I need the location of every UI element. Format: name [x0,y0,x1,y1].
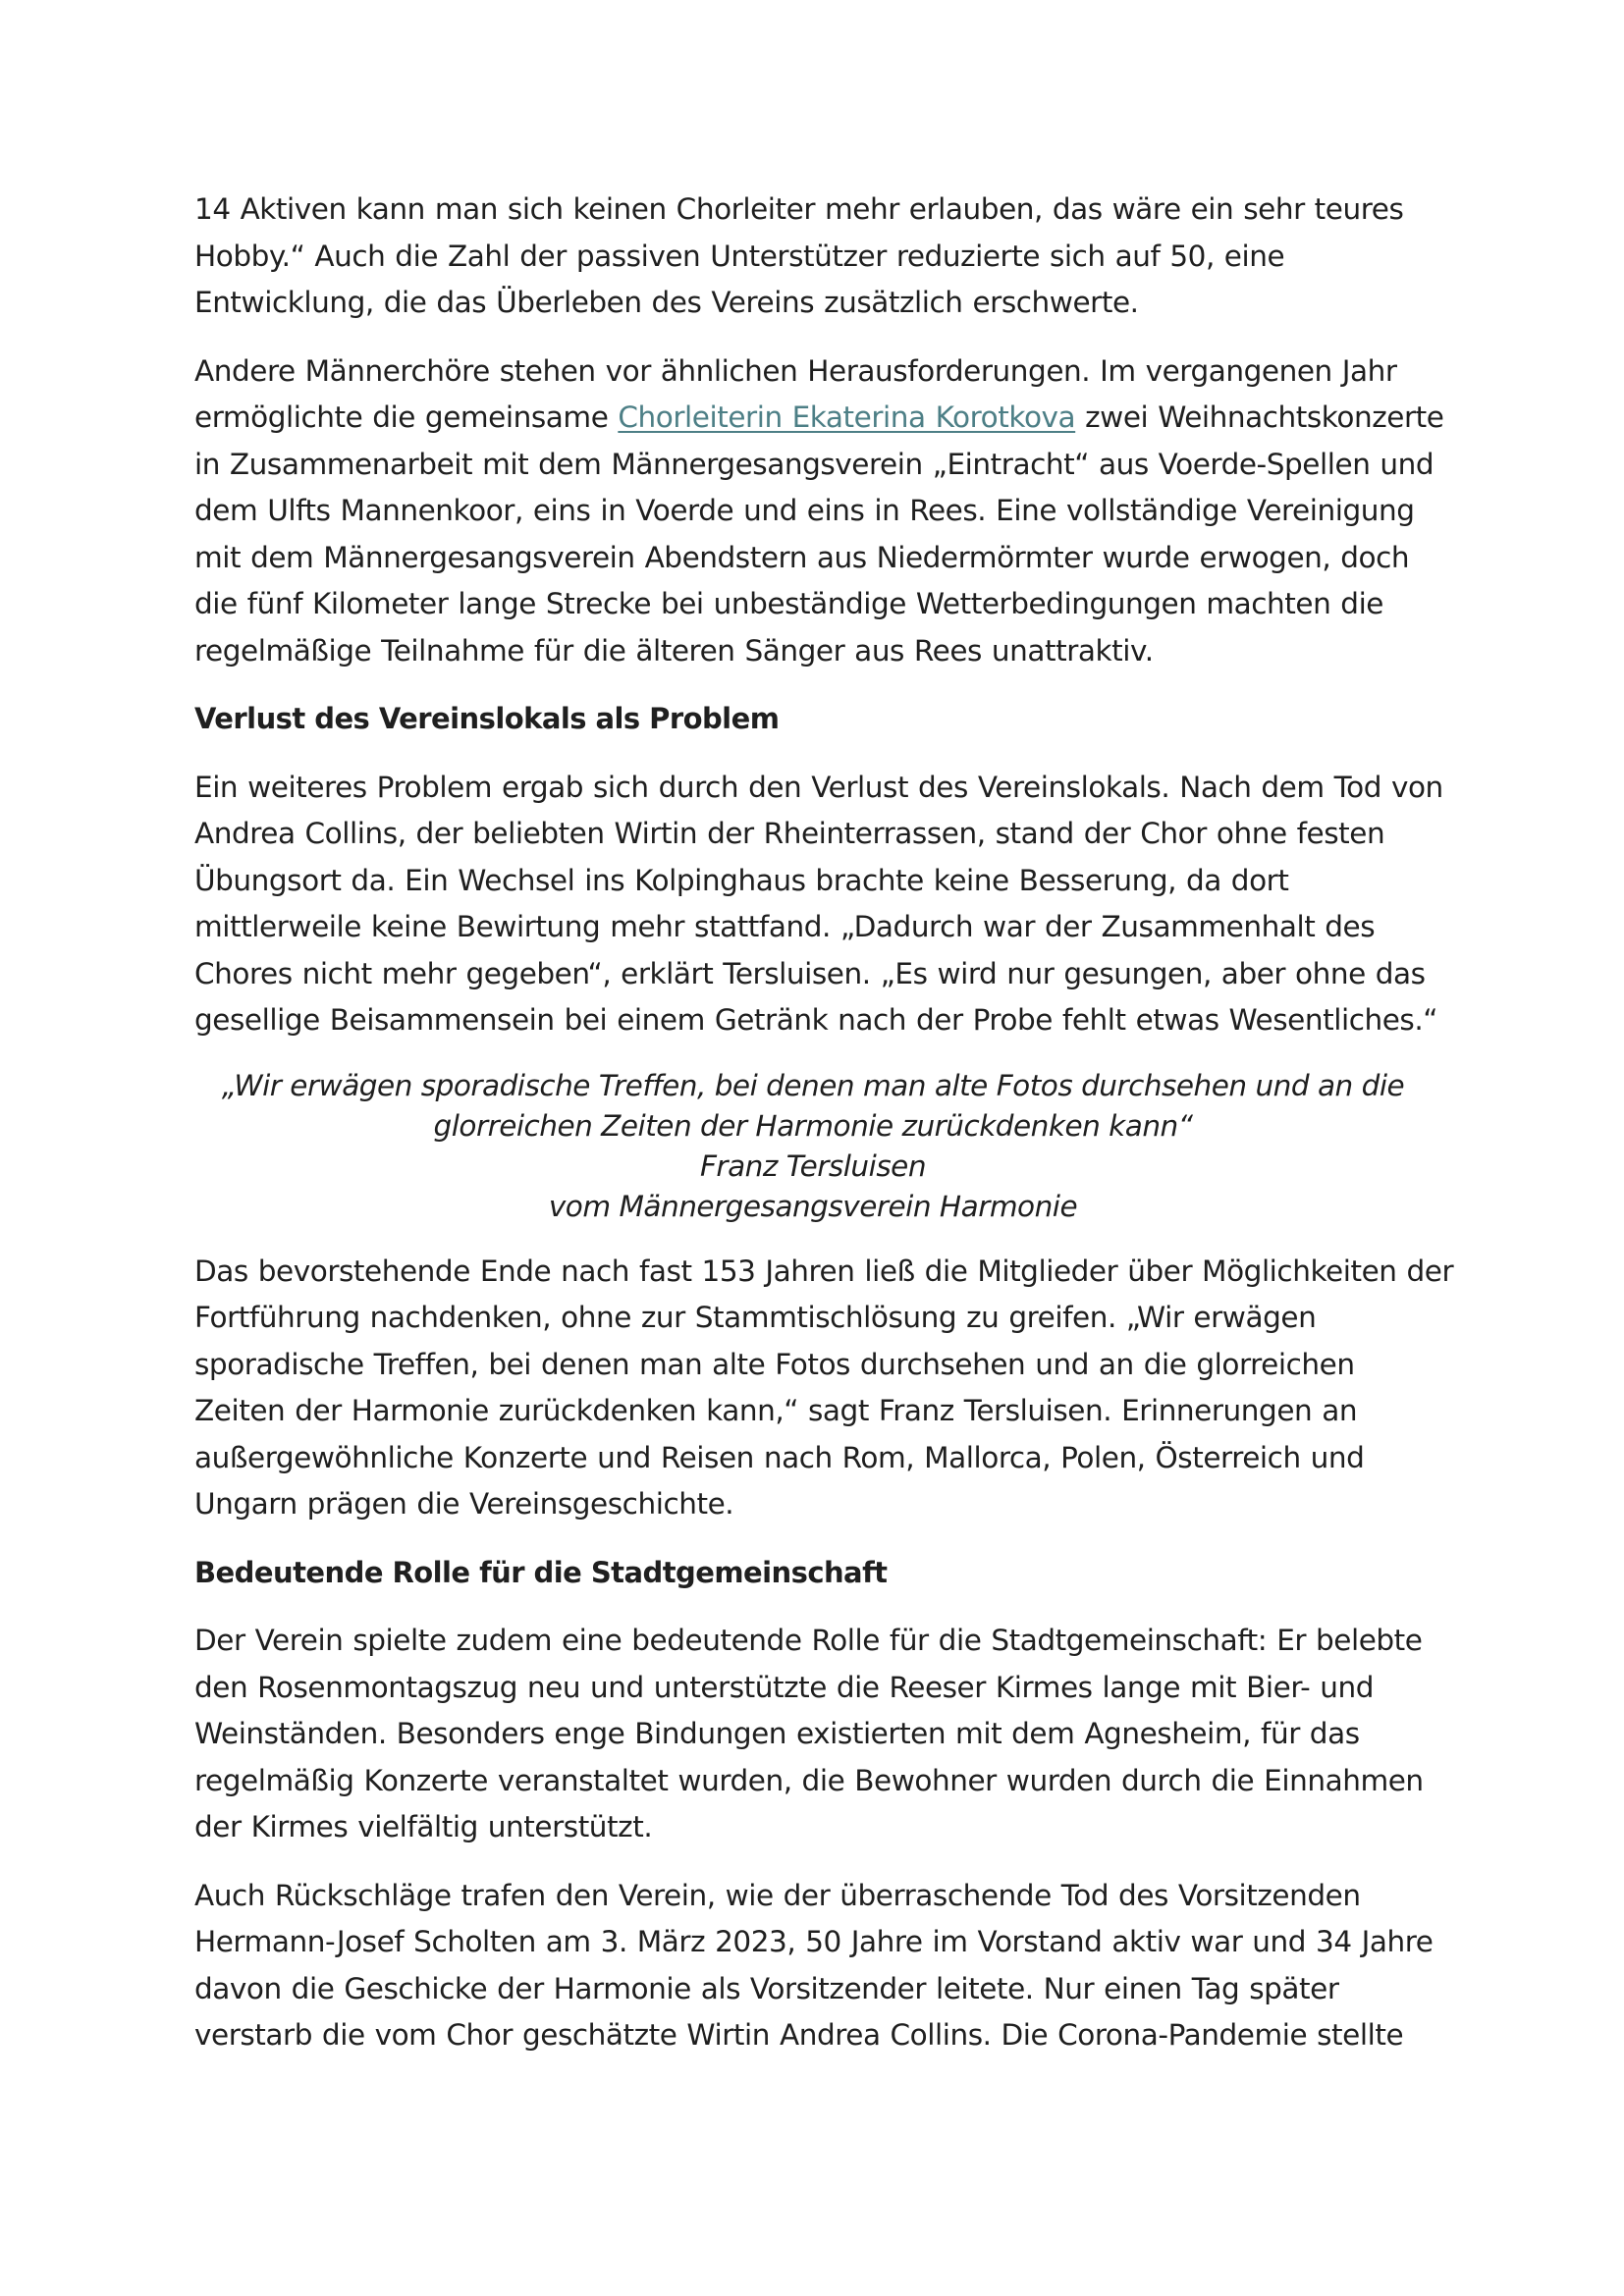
paragraph-maennerchoere [194,348,1461,675]
text-line: regelmäßige Teilnahme für die älteren Sänger aus Rees unattraktiv. [194,633,1154,667]
text-line: Der Verein spielte zudem eine bedeutende Rolle für die Stadtgemeinschaft: Er belebte [194,1624,1423,1657]
quote-line: glorreichen Zeiten der Harmonie zurückdenken kann“ [433,1108,1193,1143]
document-page [194,187,1461,2081]
text-line: 14 Aktiven kann man sich keinen Chorleiter mehr erlauben, das wäre ein sehr teures [194,192,1404,226]
text-line: in Zusammenarbeit mit dem Männergesangsverein „Eintracht“ aus Voerde-Spellen und [194,447,1435,481]
text-line: Hobby.“ Auch die Zahl der passiven Unterstützer reduzierte sich auf 50, eine [194,239,1285,273]
text-line: dem Ulfts Mannenkoor, eins in Voerde und eins in Rees. Eine vollständige Vereinigung [194,494,1415,527]
paragraph-ende [194,1249,1461,1528]
text-line: Fortführung nachdenken, ohne zur Stammtischlösung zu greifen. „Wir erwägen [194,1301,1317,1334]
paragraph-vereinslokal [194,765,1461,1044]
quote-line: „Wir erwägen sporadische Treffen, bei denen man alte Fotos durchsehen und an die [221,1068,1405,1102]
text-line: der Kirmes vielfältig unterstützt. [194,1810,653,1843]
text-line: mittlerweile keine Bewirtung mehr stattfand. „Dadurch war der Zusammenhalt des [194,910,1376,943]
pull-quote [194,1066,1461,1227]
text-line: Das bevorstehende Ende nach fast 153 Jahren ließ die Mitglieder über Möglichkeiten der [194,1254,1454,1288]
quote-author-affiliation: vom Männergesangsverein Harmonie [548,1189,1078,1223]
text-line: Andrea Collins, der beliebten Wirtin der Rheinterrassen, stand der Chor ohne festen [194,817,1385,850]
text-fragment: zwei Weihnachtskonzerte [1075,400,1444,434]
text-line: Chores nicht mehr gegeben“, erklärt Tersluisen. „Es wird nur gesungen, aber ohne das [194,956,1426,990]
text-line: Ein weiteres Problem ergab sich durch den Verlust des Vereinslokals. Nach dem Tod von [194,770,1443,804]
text-line: Auch Rückschläge trafen den Verein, wie der überraschende Tod des Vorsitzenden [194,1878,1361,1912]
text-line: Weinständen. Besonders enge Bindungen existierten mit dem Agnesheim, für das [194,1717,1360,1750]
paragraph-rueckschlaege [194,1873,1461,2059]
text-line: die fünf Kilometer lange Strecke bei unbeständige Wetterbedingungen machten die [194,587,1384,620]
text-line: Übungsort da. Ein Wechsel ins Kolpinghaus brachte keine Besserung, da dort [194,863,1289,897]
text-line: Zeiten der Harmonie zurückdenken kann,“ sagt Franz Tersluisen. Erinnerungen an [194,1394,1358,1427]
text-line: Hermann-Josef Scholten am 3. März 2023, 50 Jahre im Vorstand aktiv war und 34 Jahre [194,1925,1434,1958]
text-line: verstarb die vom Chor geschätzte Wirtin Andrea Collins. Die Corona-Pandemie stellte [194,2018,1404,2052]
text-line: Andere Männerchöre stehen vor ähnlichen Herausforderungen. Im vergangenen Jahr [194,353,1397,388]
text-line: mit dem Männergesangsverein Abendstern aus Niedermörmter wurde erwogen, doch [194,540,1410,574]
text-line: regelmäßig Konzerte veranstaltet wurden, die Bewohner wurden durch die Einnahmen [194,1763,1424,1797]
section-heading-vereinslokal: Verlust des Vereinslokals als Problem [194,702,780,735]
text-line: außergewöhnliche Konzerte und Reisen nach Rom, Mallorca, Polen, Österreich und [194,1440,1365,1474]
text-line: Ungarn prägen die Vereinsgeschichte. [194,1487,734,1521]
text-line: den Rosenmontagszug neu und unterstützte die Reeser Kirmes lange mit Bier- und [194,1670,1375,1704]
text-fragment: ermöglichte die gemeinsame [194,400,619,434]
quote-author: Franz Tersluisen [699,1148,927,1183]
text-line: davon die Geschicke der Harmonie als Vorsitzender leitete. Nur einen Tag später [194,1971,1339,2005]
paragraph-aktiven [194,187,1461,327]
chorleiterin-link[interactable]: Chorleiterin Ekaterina Korotkova [618,400,1076,434]
text-line [194,395,1461,442]
text-line: Entwicklung, die das Überleben des Vereins zusätzlich erschwerte. [194,286,1139,319]
paragraph-stadtgemeinschaft [194,1618,1461,1851]
text-line: sporadische Treffen, bei denen man alte Fotos durchsehen und an die glorreichen [194,1347,1355,1381]
section-heading-stadtgemeinschaft: Bedeutende Rolle für die Stadtgemeinschaft [194,1555,888,1589]
text-line: gesellige Beisammensein bei einem Getränk nach der Probe fehlt etwas Wesentliches.“ [194,1003,1438,1037]
